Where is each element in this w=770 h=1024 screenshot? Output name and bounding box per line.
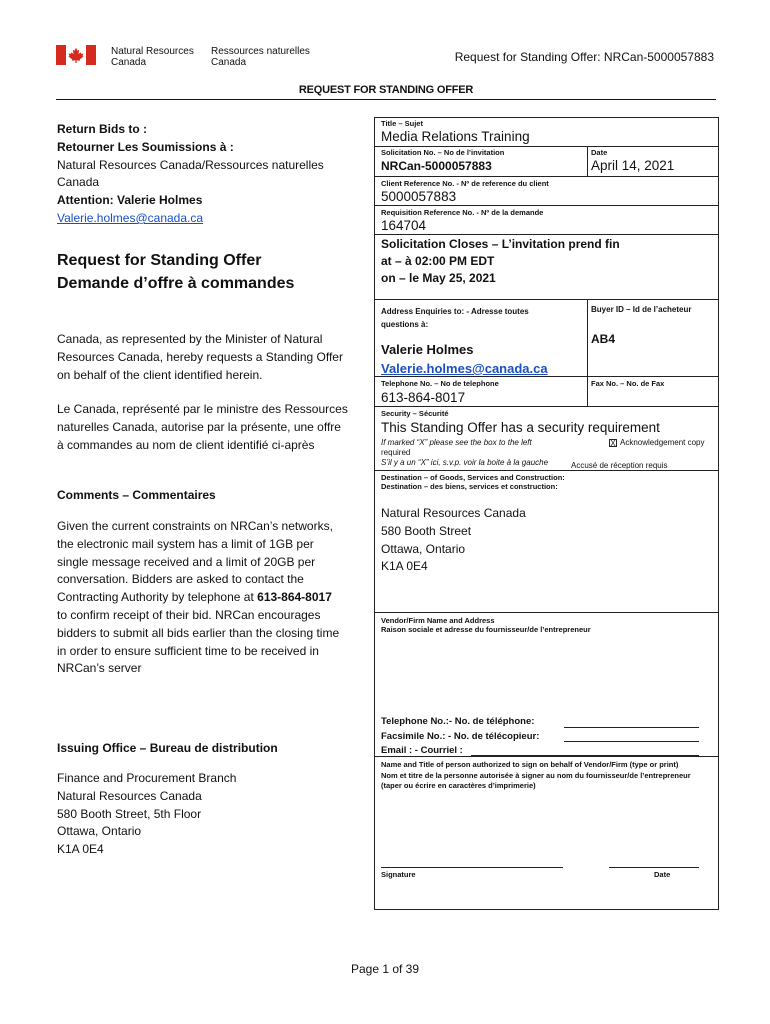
return-address-line: Canada xyxy=(57,175,100,190)
canada-flag-icon xyxy=(56,45,96,65)
issuing-office-label: Issuing Office – Bureau de distribution xyxy=(57,741,278,755)
vendor-telephone-input[interactable] xyxy=(564,727,699,728)
acknowledgement-fr: Accusé de réception requis xyxy=(571,461,668,470)
authorized-person-label: Name and Title of person authorized to sign on behalf of Vendor/Firm (type or print) Nom et titre de la personne autorisée à signer au nom du fournisseur/de l’entrepreneur (taper ou écrire en caractères d’imprimerie) xyxy=(381,760,691,790)
table-rule xyxy=(374,234,719,235)
security-label: Security – Sécurité xyxy=(381,409,449,418)
date-label: Date xyxy=(591,148,608,157)
return-bids-label-fr: Retourner Les Soumissions à : xyxy=(57,139,234,154)
table-rule xyxy=(374,612,719,613)
page-number: Page 1 of 39 xyxy=(350,962,420,976)
acknowledgement-copy: X Acknowledgement copy xyxy=(610,438,705,448)
telephone-label: Telephone No. – No de telephone xyxy=(381,379,499,388)
marked-note: If marked “X” please see the box to the left required S’il y a un “X” ici, s.v.p. voir la boite à la gauche xyxy=(381,438,549,467)
signature-line[interactable] xyxy=(381,867,563,868)
date-value: April 14, 2021 xyxy=(591,158,675,173)
closing-info: Solicitation Closes – L’invitation prend fin at – à 02:00 PM EDT on – le May 25, 2021 xyxy=(381,237,620,285)
vendor-facsimile-input[interactable] xyxy=(564,741,699,742)
vendor-label: Vendor/Firm Name and Address Raison sociale et adresse du fournisseur/de l’entrepreneur xyxy=(381,616,591,634)
comments-text: Given the current constraints on NRCan’s networks, the electronic mail system has a limit of 1GB per single message received and a limit of 20GB per conversation. Bidders are asked to contact the Contracting Authority by telephone at 613-864-8017 to confirm receipt of their bid. NRCan encourages bidders to submit all bids earlier than the closing time in order to ensure sufficient time to be received in NRCan’s server xyxy=(57,519,340,676)
table-column-rule xyxy=(587,146,588,176)
department-name-en: Natural Resources Canada xyxy=(111,46,194,68)
telephone-value: 613-864-8017 xyxy=(381,390,466,405)
security-value: This Standing Offer has a security requirement xyxy=(381,420,660,435)
client-ref-value: 5000057883 xyxy=(381,189,457,204)
buyer-id-value: AB4 xyxy=(591,332,616,346)
intro-en: Canada, as represented by the Minister of Natural Resources Canada, hereby requests a Standing Offer on behalf of the client identified herein. xyxy=(57,332,343,382)
acknowledgement-checkbox[interactable]: X xyxy=(610,438,616,448)
return-bids-label: Return Bids to : xyxy=(57,122,147,136)
return-address-line: Natural Resources Canada/Ressources naturelles xyxy=(57,157,324,172)
requisition-value: 164704 xyxy=(381,218,427,233)
signature-date-label: Date xyxy=(654,870,671,879)
vendor-email-label: Email : - Courriel : xyxy=(381,745,463,756)
intro-fr: Le Canada, représenté par le ministre des Ressources naturelles Canada, autorise par la présente, une offre à commandes au nom de client identifié ci-après xyxy=(57,402,348,452)
issuing-office-address: Finance and Procurement Branch Natural Resources Canada 580 Booth Street, 5th Floor Ottawa, Ontario K1A 0E4 xyxy=(57,771,237,857)
comments-label: Comments – Commentaires xyxy=(57,488,216,502)
title-rule xyxy=(56,99,716,100)
table-rule xyxy=(374,205,719,206)
table-rule xyxy=(374,299,719,300)
vendor-facsimile-label: Facsimile No.: - No. de télécopieur: xyxy=(381,730,540,742)
solicitation-value: NRCan-5000057883 xyxy=(381,159,492,173)
vendor-telephone-label: Telephone No.:- No. de téléphone: xyxy=(381,716,535,727)
request-reference: Request for Standing Offer: NRCan-5000057883 xyxy=(454,50,714,64)
table-column-rule xyxy=(587,299,588,406)
return-bids-section xyxy=(57,121,357,228)
department-name-fr: Ressources naturelles Canada xyxy=(211,46,310,68)
return-email-link[interactable]: Valerie.holmes@canada.ca xyxy=(57,210,204,225)
vendor-contact-fields xyxy=(381,715,539,759)
address-enquiries-label: Address Enquiries to: - Adresse toutes questions à: xyxy=(381,307,529,329)
table-rule xyxy=(374,176,719,177)
vendor-email-input[interactable] xyxy=(471,755,699,756)
client-ref-label: Client Reference No. - Nº de reference du client xyxy=(381,179,549,188)
attention-line: Attention: Valerie Holmes xyxy=(57,193,203,208)
destination-label: Destination – of Goods, Services and Construction: Destination – des biens, services et construction: xyxy=(381,473,565,491)
rfso-heading: Request for Standing Offer Demande d’offre à commandes xyxy=(57,252,295,292)
contact-name: Valerie Holmes xyxy=(381,342,474,357)
signature-label: Signature xyxy=(381,870,416,879)
table-rule xyxy=(374,406,719,407)
title-value: Media Relations Training xyxy=(381,129,530,144)
table-rule xyxy=(374,146,719,147)
contact-email-link[interactable]: Valerie.holmes@canada.ca xyxy=(381,361,548,376)
title-label: Title – Sujet xyxy=(381,119,423,128)
buyer-id-label: Buyer ID – Id de l’acheteur xyxy=(591,305,692,314)
solicitation-label: Solicitation No. – No de l’invitation xyxy=(381,148,505,157)
destination-address: Natural Resources Canada 580 Booth Street Ottawa, Ontario K1A 0E4 xyxy=(381,506,526,574)
signature-date-line[interactable] xyxy=(609,867,699,868)
document-title: REQUEST FOR STANDING OFFER xyxy=(298,84,474,96)
requisition-label: Requisition Reference No. - Nº de la demande xyxy=(381,208,544,217)
fax-label: Fax No. – No. de Fax xyxy=(591,379,665,388)
